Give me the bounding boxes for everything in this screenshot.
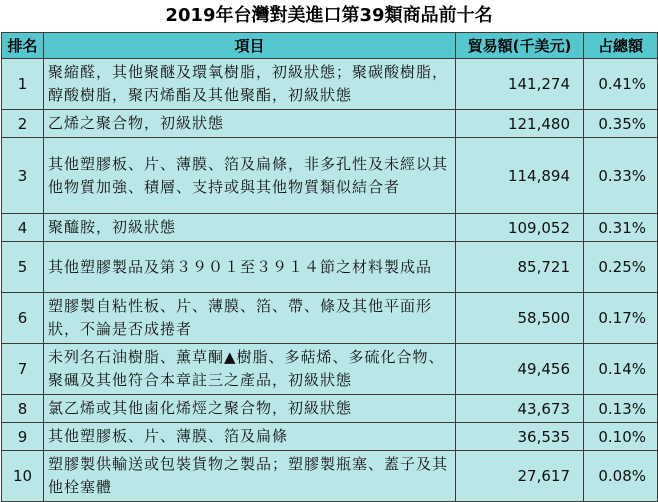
header-row <box>2 33 658 59</box>
rank-cell: 10 <box>2 451 44 502</box>
table-row <box>2 214 658 242</box>
share-cell: 0.14% <box>584 344 658 395</box>
value-cell: 58,500 <box>456 293 584 344</box>
item-cell: 聚縮醛，其他聚醚及環氧樹脂，初級狀態；聚碳酸樹脂，醇酸樹脂，聚丙烯酯及其他聚酯，初級狀態 <box>44 59 456 110</box>
share-cell: 0.25% <box>584 242 658 293</box>
item-cell: 其他塑膠板、片、薄膜、箔及扁條，非多孔性及未經以其他物質加強、積層、支持或與其他物質類似結合者 <box>44 138 456 214</box>
item-cell: 聚醯胺，初級狀態 <box>44 214 456 242</box>
item-cell: 未列名石油樹脂、薰草酮▲樹脂、多萜烯、多硫化合物、聚碸及其他符合本章註三之產品，初級狀態 <box>44 344 456 395</box>
share-cell: 0.35% <box>584 110 658 138</box>
item-cell: 乙烯之聚合物，初級狀態 <box>44 110 456 138</box>
item-cell: 塑膠製自粘性板、片、薄膜、箔、帶、條及其他平面形狀，不論是否成捲者 <box>44 293 456 344</box>
rank-cell: 7 <box>2 344 44 395</box>
table-row <box>2 138 658 214</box>
header-share: 占總額 <box>584 33 658 59</box>
header-item: 項目 <box>44 33 456 59</box>
share-cell: 0.41% <box>584 59 658 110</box>
table-row <box>2 344 658 395</box>
item-cell: 其他塑膠製品及第３９０１至３９１４節之材料製成品 <box>44 242 456 293</box>
value-cell: 49,456 <box>456 344 584 395</box>
item-cell: 塑膠製供輸送或包裝貨物之製品；塑膠製瓶塞、蓋子及其他栓塞體 <box>44 451 456 502</box>
rank-cell: 1 <box>2 59 44 110</box>
value-cell: 43,673 <box>456 395 584 423</box>
rank-cell: 9 <box>2 423 44 451</box>
table-title: 2019年台灣對美進口第39類商品前十名 <box>165 5 493 26</box>
share-cell: 0.17% <box>584 293 658 344</box>
value-cell: 109,052 <box>456 214 584 242</box>
share-cell: 0.33% <box>584 138 658 214</box>
rank-cell: 2 <box>2 110 44 138</box>
value-cell: 114,894 <box>456 138 584 214</box>
share-cell: 0.31% <box>584 214 658 242</box>
rank-cell: 3 <box>2 138 44 214</box>
import-ranking-table <box>1 32 658 502</box>
table-row <box>2 423 658 451</box>
share-cell: 0.08% <box>584 451 658 502</box>
value-cell: 85,721 <box>456 242 584 293</box>
table-row <box>2 242 658 293</box>
value-cell: 121,480 <box>456 110 584 138</box>
value-cell: 36,535 <box>456 423 584 451</box>
table-row <box>2 395 658 423</box>
share-cell: 0.13% <box>584 395 658 423</box>
rank-cell: 4 <box>2 214 44 242</box>
table-row <box>2 451 658 502</box>
header-rank: 排名 <box>2 33 44 59</box>
header-value: 貿易額(千美元) <box>456 33 584 59</box>
value-cell: 27,617 <box>456 451 584 502</box>
value-cell: 141,274 <box>456 59 584 110</box>
rank-cell: 8 <box>2 395 44 423</box>
item-cell: 氯乙烯或其他鹵化烯烴之聚合物，初級狀態 <box>44 395 456 423</box>
rank-cell: 5 <box>2 242 44 293</box>
table-row <box>2 59 658 110</box>
item-cell: 其他塑膠板、片、薄膜、箔及扁條 <box>44 423 456 451</box>
rank-cell: 6 <box>2 293 44 344</box>
table-row <box>2 293 658 344</box>
table-row <box>2 110 658 138</box>
share-cell: 0.10% <box>584 423 658 451</box>
